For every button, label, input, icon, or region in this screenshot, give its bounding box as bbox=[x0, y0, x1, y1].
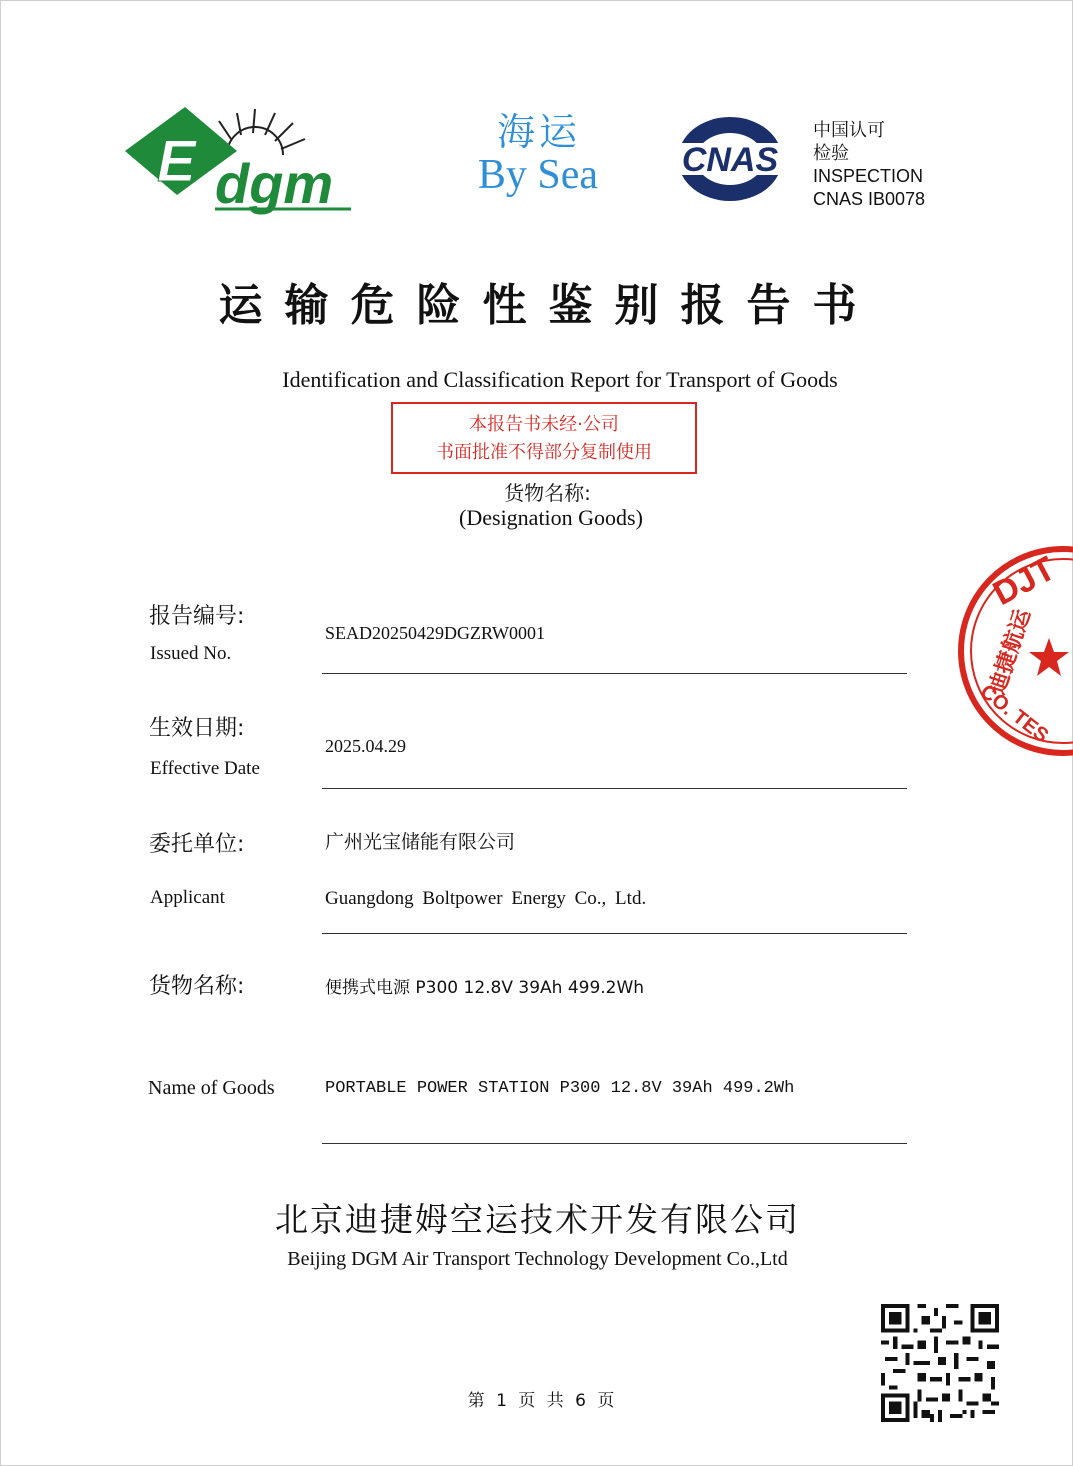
qr-code bbox=[881, 1304, 999, 1422]
effective-date-rule bbox=[322, 788, 907, 789]
effective-date-value: 2025.04.29 bbox=[325, 736, 406, 756]
issued-no-rule bbox=[322, 673, 907, 674]
effective-date-label-en: Effective Date bbox=[150, 758, 260, 779]
cnas-logo-text: CNAS bbox=[681, 141, 779, 179]
svg-text:E: E bbox=[157, 129, 196, 194]
issued-no-value: SEAD20250429DGZRW0001 bbox=[325, 623, 545, 643]
issued-no-label-en: Issued No. bbox=[150, 643, 232, 664]
issued-no-label-cn: 报告编号: bbox=[149, 604, 245, 629]
goods-label-cn: 货物名称: bbox=[149, 974, 245, 999]
notice-line-1: 本报告书未经·公司 bbox=[469, 414, 619, 435]
edgm-logo-text: dgm bbox=[215, 152, 334, 215]
page-number: 第 1 页 共 6 页 bbox=[467, 1391, 615, 1411]
issuer-name-cn: 北京迪捷姆空运技术开发有限公司 bbox=[275, 1200, 800, 1239]
seal-text-cn: 迪捷航运 bbox=[984, 606, 1036, 698]
issuer-name-en: Beijing DGM Air Transport Technology Development Co.,Ltd bbox=[287, 1248, 788, 1270]
cnas-logo bbox=[669, 113, 791, 205]
cnas-line-1: 中国认可 bbox=[813, 120, 885, 140]
cnas-line-3: INSPECTION bbox=[813, 166, 924, 186]
seal-text-top: DJT bbox=[986, 549, 1062, 614]
company-seal bbox=[951, 546, 1073, 761]
goods-rule bbox=[322, 1143, 907, 1144]
applicant-value-cn: 广州光宝储能有限公司 bbox=[325, 831, 516, 853]
designation-label-cn: 货物名称: bbox=[504, 481, 591, 505]
effective-date-label-cn: 生效日期: bbox=[149, 716, 245, 741]
goods-value-en: PORTABLE POWER STATION P300 12.8V 39Ah 499.2Wh bbox=[325, 1079, 795, 1098]
goods-label-en: Name of Goods bbox=[148, 1077, 275, 1099]
applicant-rule bbox=[322, 933, 907, 934]
report-title-cn: 运输危险性鉴别报告书 bbox=[218, 280, 879, 331]
applicant-label-cn: 委托单位: bbox=[149, 832, 245, 857]
cnas-line-4: CNAS IB0078 bbox=[813, 189, 926, 209]
applicant-label-en: Applicant bbox=[150, 887, 225, 908]
designation-label-en: (Designation Goods) bbox=[459, 505, 643, 530]
cnas-accreditation-text bbox=[813, 119, 925, 211]
seal-text-bottom: CO. TES bbox=[975, 680, 1053, 748]
applicant-value-en: Guangdong Boltpower Energy Co., Ltd. bbox=[325, 888, 647, 909]
copy-restriction-notice bbox=[391, 402, 697, 474]
transport-mode-cn: 海运 bbox=[496, 110, 581, 154]
transport-mode-en: By Sea bbox=[477, 152, 599, 198]
edgm-logo bbox=[119, 99, 364, 219]
cnas-line-2: 检验 bbox=[813, 143, 849, 163]
notice-line-2: 书面批准不得部分复制使用 bbox=[436, 442, 652, 463]
goods-value-cn: 便携式电源 P300 12.8V 39Ah 499.2Wh bbox=[325, 978, 645, 998]
report-title-en: Identification and Classification Report for Transport of Goods bbox=[282, 367, 838, 392]
